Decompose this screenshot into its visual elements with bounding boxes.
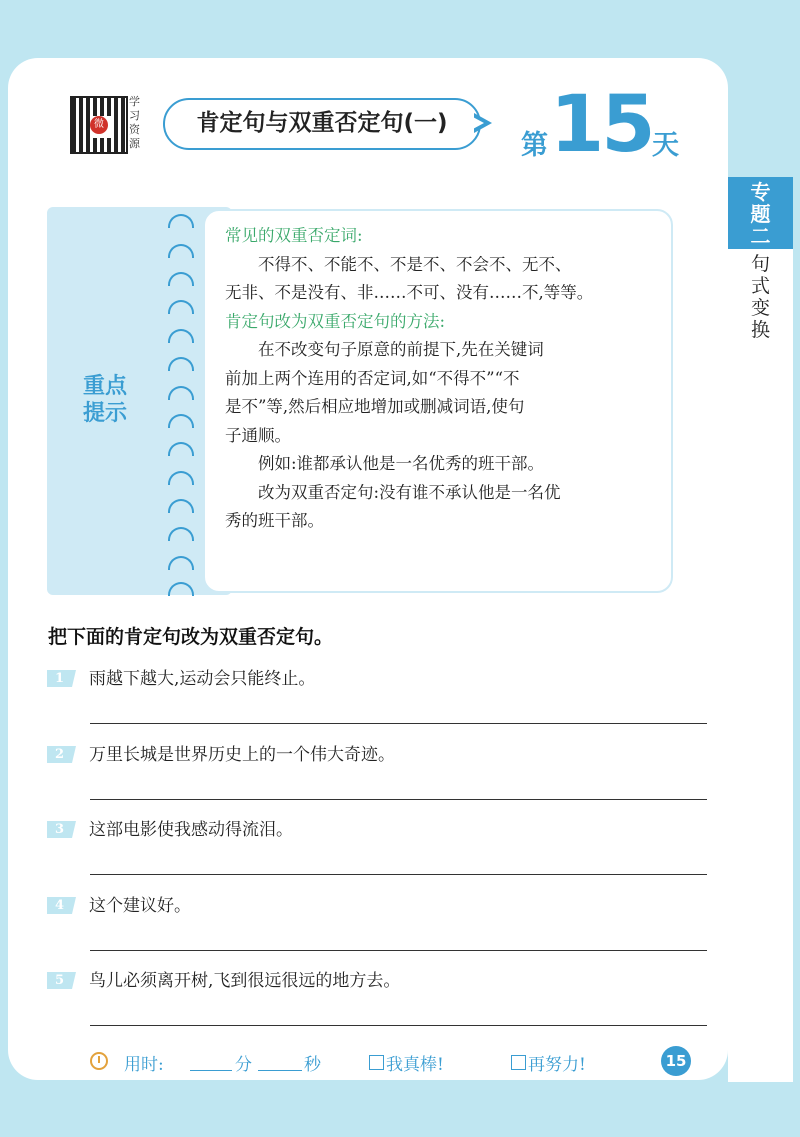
ring-icon — [168, 357, 194, 371]
seconds-label: 秒 — [304, 1055, 321, 1075]
alarm-clock-icon — [90, 1052, 108, 1070]
page-number: 15 — [661, 1046, 691, 1076]
time-label: 用时: — [124, 1055, 164, 1075]
great-label: 我真棒! — [386, 1055, 444, 1075]
qr-label: 学习资源 — [129, 95, 140, 150]
minutes-blank[interactable] — [190, 1070, 232, 1071]
question-number: 3 — [47, 821, 72, 838]
tips-label-line: 提示 — [82, 401, 127, 426]
section-tab — [728, 177, 793, 249]
ring-icon — [168, 442, 194, 456]
seconds-blank[interactable] — [258, 1070, 302, 1071]
question-number: 5 — [47, 972, 72, 989]
question-text: 这个建议好。 — [89, 896, 191, 916]
tips-heading: 肯定句改为双重否定句的方法: — [225, 311, 446, 331]
ring-icon — [168, 300, 194, 314]
tips-line: 无非、不是没有、非……不可、没有……不,等等。 — [225, 283, 594, 302]
topic-char: 句 — [750, 253, 770, 275]
ring-icon — [168, 527, 194, 541]
answer-line[interactable] — [90, 799, 707, 800]
wechat-badge-icon: 微 — [90, 116, 108, 134]
tips-heading: 常见的双重否定词: — [225, 226, 363, 245]
side-tab — [728, 177, 793, 1082]
ring-icon — [168, 471, 194, 485]
try-again-label: 再努力! — [528, 1055, 586, 1075]
question-number: 1 — [47, 670, 72, 687]
question-number: 4 — [47, 897, 72, 914]
answer-line[interactable] — [90, 723, 707, 724]
ring-icon — [168, 329, 194, 343]
tips-line: 前加上两个连用的否定词,如“不得不”“不 — [225, 368, 520, 388]
tips-line: 不得不、不能不、不是不、不会不、无不、 — [258, 254, 572, 274]
tips-label-line: 重点 — [82, 374, 127, 399]
tips-label — [70, 373, 140, 427]
ring-icon — [168, 214, 194, 228]
ring-icon — [168, 556, 194, 570]
footer — [90, 1046, 700, 1080]
tips-line: 在不改变句子原意的前提下,先在关键词 — [258, 340, 544, 359]
answer-line[interactable] — [90, 1025, 707, 1026]
ring-icon — [168, 414, 194, 428]
minutes-label: 分 — [235, 1055, 252, 1075]
try-again-checkbox[interactable] — [511, 1055, 526, 1070]
great-checkbox[interactable] — [369, 1055, 384, 1070]
answer-line[interactable] — [90, 950, 707, 951]
ring-icon — [168, 582, 194, 596]
tips-text — [225, 222, 665, 536]
day-suffix: 天 — [652, 130, 679, 161]
tips-example: 例如:谁都承认他是一名优秀的班干部。 — [258, 454, 545, 473]
ring-icon — [168, 499, 194, 513]
day-prefix: 第 — [521, 130, 548, 161]
tips-line: 子通顺。 — [225, 425, 291, 445]
lesson-title: 肯定句与双重否定句(一) — [163, 98, 481, 150]
section-char: 专 — [750, 180, 771, 204]
question-text: 鸟儿必须离开树,飞到很远很远的地方去。 — [89, 971, 401, 991]
section-char: 二 — [750, 224, 771, 248]
ring-icon — [168, 386, 194, 400]
day-number: 15 — [550, 80, 653, 170]
topic-char: 变 — [750, 297, 770, 319]
topic-char: 式 — [750, 275, 770, 297]
tips-line: 改为双重否定句:没有谁不承认他是一名优 — [258, 482, 561, 502]
ring-icon — [168, 244, 194, 258]
answer-line[interactable] — [90, 874, 707, 875]
question-number: 2 — [47, 746, 72, 763]
tips-line: 秀的班干部。 — [225, 511, 324, 530]
bubble-tail-inner — [471, 116, 484, 130]
ring-icon — [168, 272, 194, 286]
topic-label — [728, 253, 793, 341]
question-text: 这部电影使我感动得流泪。 — [89, 820, 293, 840]
section-char: 题 — [750, 202, 771, 226]
question-text: 雨越下越大,运动会只能终止。 — [89, 669, 316, 689]
exercise-instruction: 把下面的肯定句改为双重否定句。 — [48, 626, 334, 648]
question-text: 万里长城是世界历史上的一个伟大奇迹。 — [89, 745, 395, 765]
topic-char: 换 — [750, 319, 770, 341]
binder-rings — [164, 210, 204, 598]
tips-line: 是不”等,然后相应地增加或删减词语,使句 — [225, 397, 525, 416]
